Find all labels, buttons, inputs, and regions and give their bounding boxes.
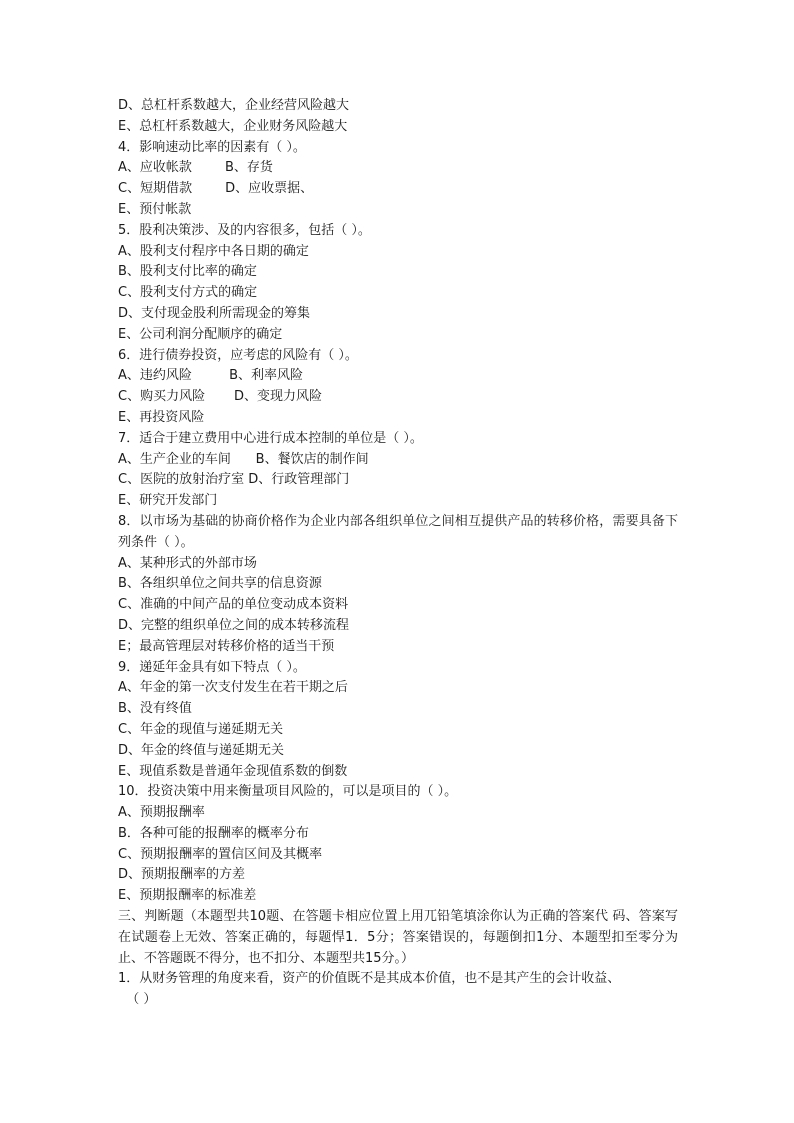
option-line: C、购买力风险 D、变现力风险	[118, 389, 323, 405]
question-9: 9．递延年金具有如下特点（ ）。	[118, 659, 306, 675]
question-10: 10．投资决策中用来衡量项目风险的，可以是项目的（ ）。	[118, 784, 458, 800]
document-body	[118, 96, 678, 1011]
option-line: C、短期借款 D、应收票据、	[118, 181, 314, 197]
option-line: B、股利支付比率的确定	[118, 264, 257, 280]
option-line: D、预期报酬率的方差	[118, 867, 246, 883]
option-line: C、准确的中间产品的单位变动成本资料	[118, 597, 349, 613]
option-line: E、研究开发部门	[118, 493, 218, 509]
section-heading-true-false: 三、判断题（本题型共10题、在答题卡相应位置上用兀铅笔填涂你认为正确的答案代 码、答案写在试题卷上无效、答案正确的，每题悍1．5分；答案错误的，每题倒扣1分、本题型扣至零分为止、不答题既不得分，也不扣分、本题型共15分。）	[118, 909, 678, 966]
question-6: 6．进行债券投资，应考虑的风险有（ ）。	[118, 347, 358, 363]
question-8: 8．以市场为基础的协商价格作为企业内部各组织单位之间相互提供产品的转移价格，需要具备下列条件（ ）。	[118, 513, 678, 550]
option-line: D、完整的组织单位之间的成本转移流程	[118, 617, 350, 633]
option-line: B、没有终值	[118, 701, 192, 717]
option-line: D、支付现金股利所需现金的筹集	[118, 305, 311, 321]
option-line: E；最高管理层对转移价格的适当干预	[118, 638, 335, 654]
option-line: A、生产企业的车间 B、餐饮店的制作间	[118, 451, 369, 467]
option-line: C、年金的现值与递延期无关	[118, 721, 284, 737]
option-line: A、某种形式的外部市场	[118, 555, 257, 571]
option-line: E、现值系数是普通年金现值系数的倒数	[118, 763, 348, 779]
question-5: 5．股利决策涉、及的内容很多，包括（ ）。	[118, 222, 371, 238]
option-line: B．各种可能的报酬率的概率分布	[118, 825, 309, 841]
option-line: D、年金的终值与递延期无关	[118, 742, 285, 758]
option-line: C、医院的放射治疗室 D、行政管理部门	[118, 472, 350, 488]
option-line: A、违约风险 B、利率风险	[118, 368, 304, 384]
tf-question-1: 1．从财务管理的角度来看，资产的价值既不是其成本价值，也不是其产生的会计收益、	[118, 971, 621, 987]
question-7: 7．适合于建立费用中心进行成本控制的单位是（ ）。	[118, 430, 423, 446]
option-line: A、应收帐款 B、存货	[118, 160, 273, 176]
text-line: D、总杠杆系数越大，企业经营风险越大	[118, 98, 350, 113]
text-line: E、总杠杆系数越大，企业财务风险越大	[118, 118, 348, 134]
option-line: C、预期报酬率的置信区间及其概率	[118, 846, 323, 862]
option-line: A、年金的第一次支付发生在若干期之后	[118, 680, 348, 696]
option-line: B、各组织单位之间共享的信息资源	[118, 576, 322, 592]
option-line: A、股利支付程序中各日期的确定	[118, 243, 309, 259]
answer-blank: （ ）	[118, 992, 157, 1008]
option-line: A、预期报酬率	[118, 805, 205, 821]
option-line: E、再投资风险	[118, 409, 205, 425]
option-line: E、预付帐款	[118, 201, 192, 217]
question-4: 4．影响速动比率的因素有（ ）。	[118, 139, 306, 155]
option-line: E、公司利润分配顺序的确定	[118, 326, 283, 342]
option-line: C、股利支付方式的确定	[118, 285, 258, 301]
option-line: E、预期报酬率的标准差	[118, 888, 257, 904]
